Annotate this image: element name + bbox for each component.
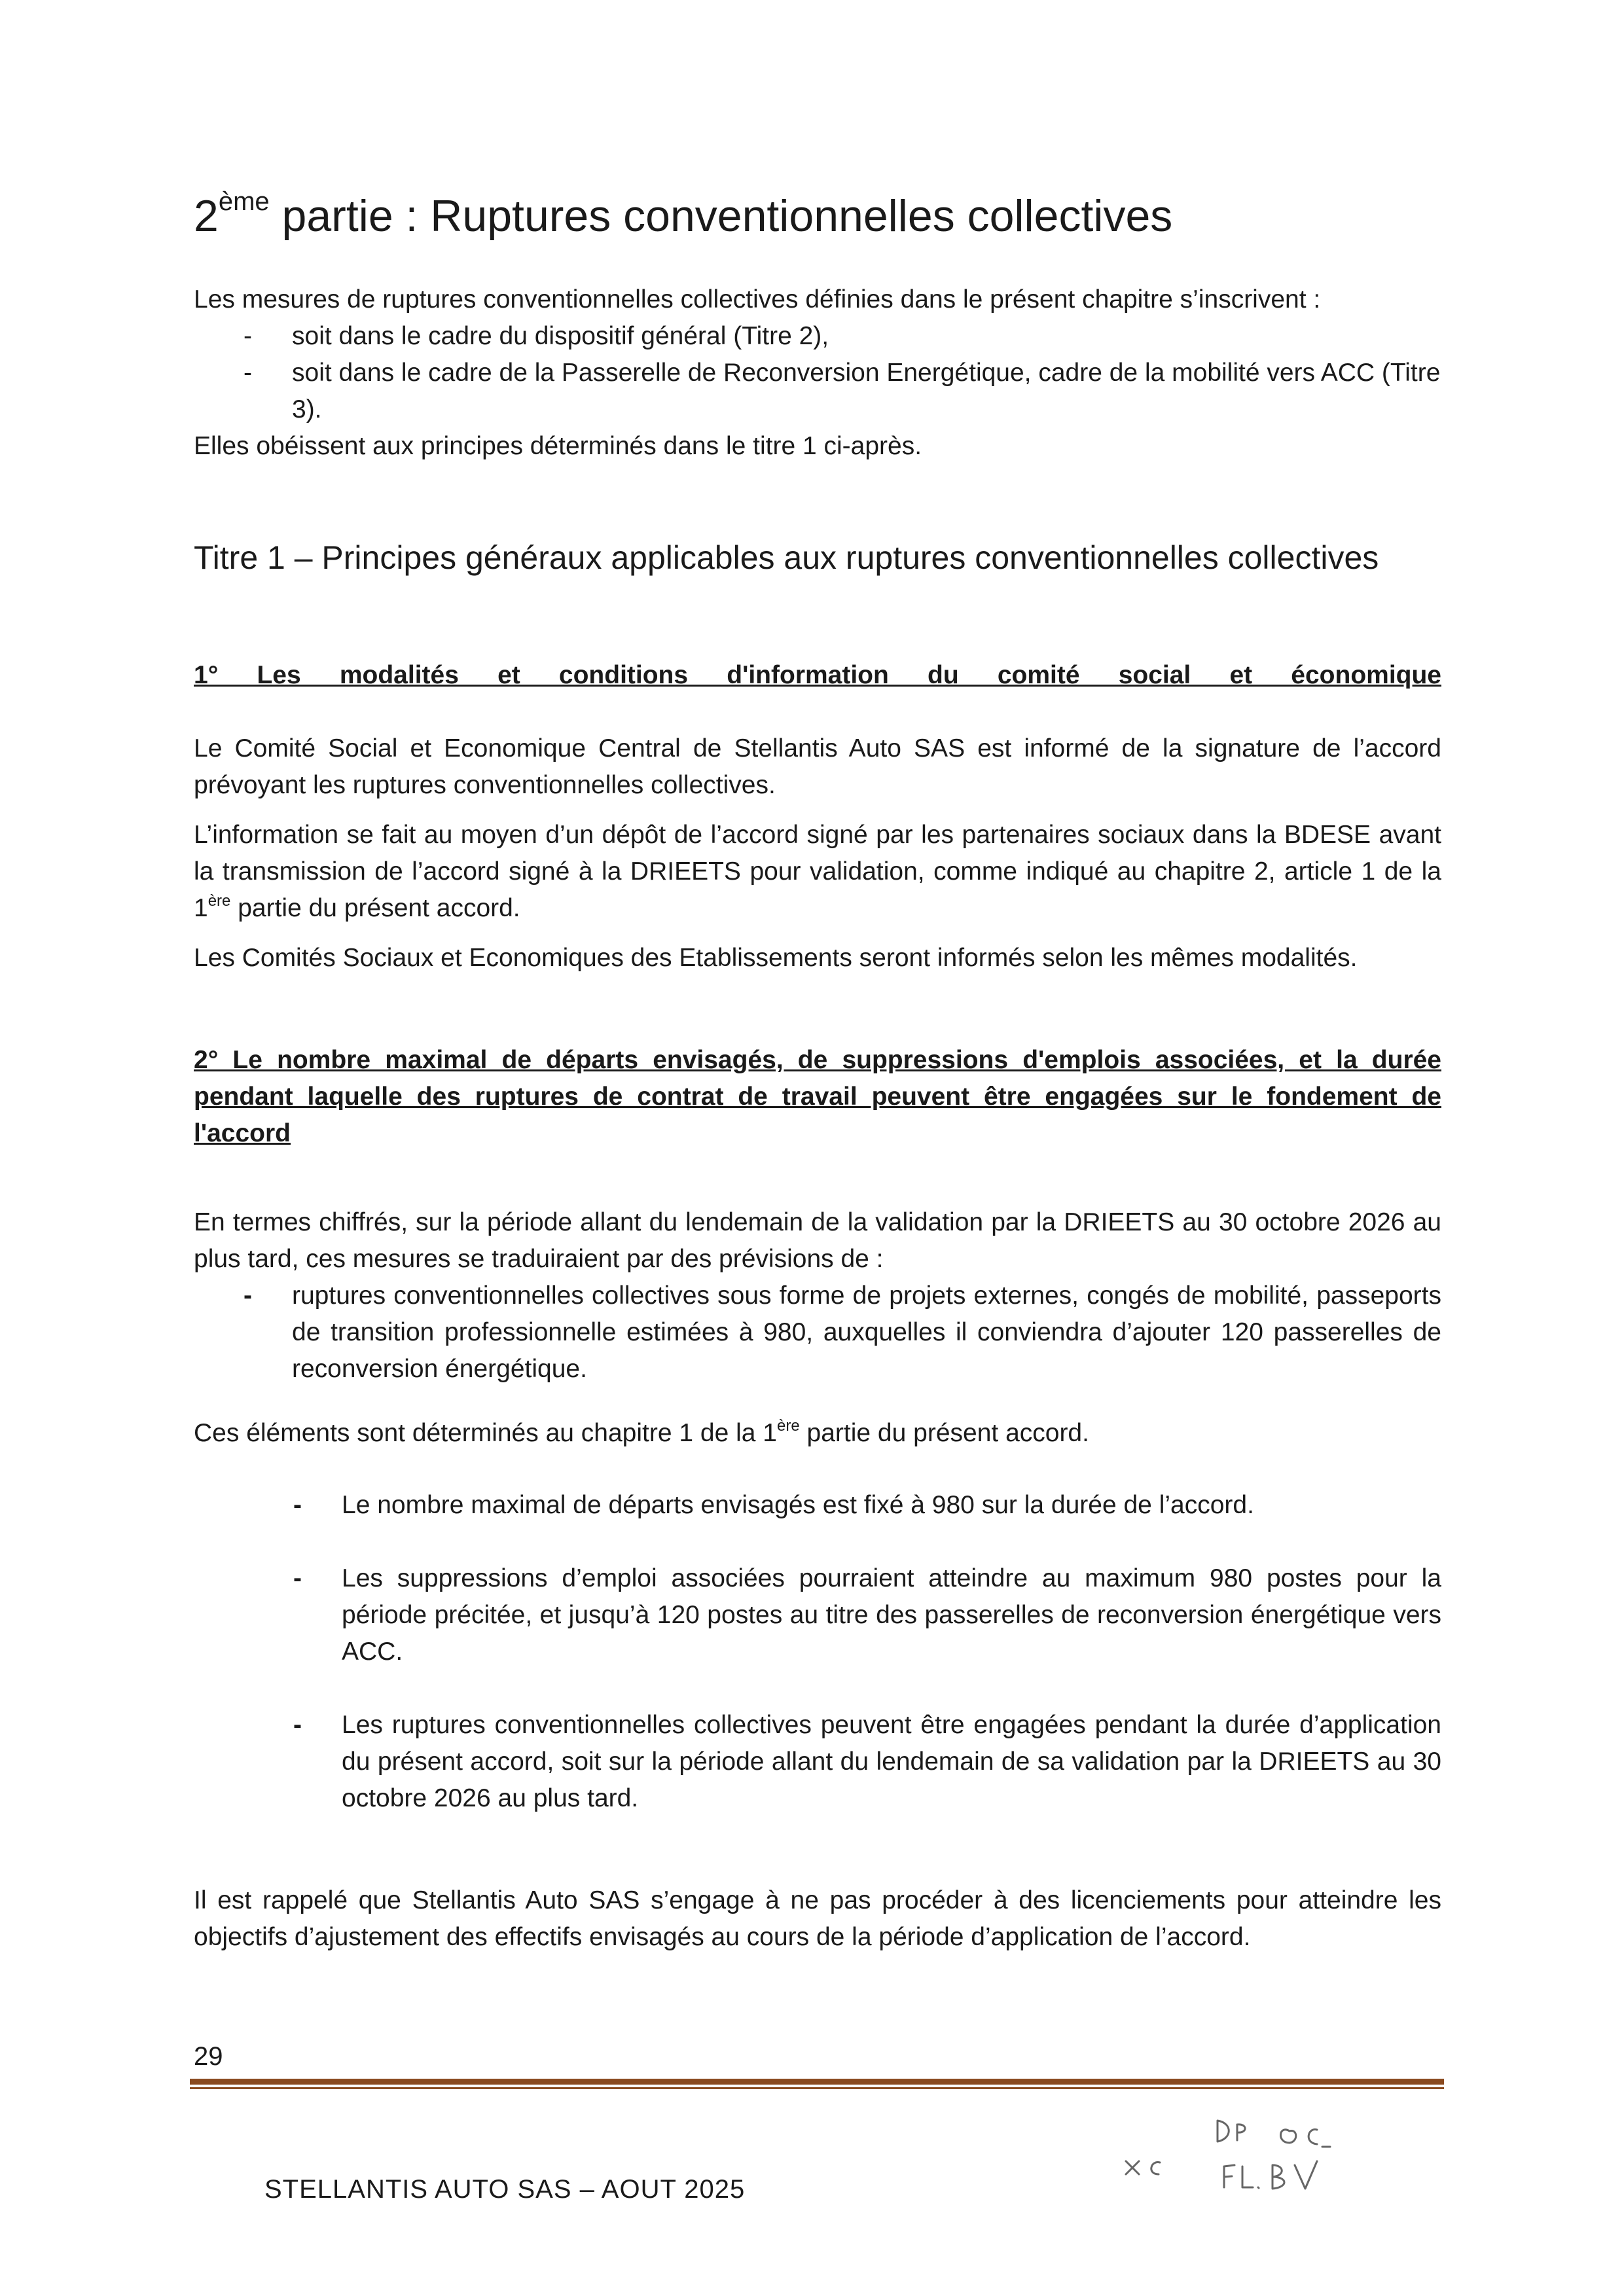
intro-list: [194, 318, 1441, 428]
section-1-heading: 1° Les modalités et conditions d'information du comité social et économique: [194, 661, 1441, 689]
part-title-number: 2: [194, 191, 219, 241]
part-title-superscript: ème: [218, 187, 270, 216]
paragraph-text: partie du présent accord.: [230, 894, 520, 922]
titre-1-heading: Titre 1 – Principes généraux applicables aux ruptures conventionnelles collectives: [194, 539, 1379, 576]
section-1-paragraph-1: Le Comité Social et Economique Central de Stellantis Auto SAS est informé de la signature de l’accord prévoyant les ruptures conventionnelles collectives.: [194, 734, 1441, 799]
section-1-paragraph-2: [194, 817, 1441, 927]
section-2-paragraph-1: En termes chiffrés, sur la période allant du lendemain de la validation par la DRIEETS au 30 octobre 2026 au plus tard, ces mesures se traduiraient par des prévisions de :: [194, 1208, 1441, 1273]
handwritten-initials: [1113, 2101, 1375, 2199]
section-2-closing: Il est rappelé que Stellantis Auto SAS s’engage à ne pas procéder à des licenciements pour atteindre les objectifs d’ajustement des effectifs envisagés au cours de la période d’application de l’accord.: [194, 1886, 1441, 1951]
paragraph-text: L’information se fait au moyen d’un dépôt de l’accord signé par les partenaires sociaux dans la BDESE avant la transmission de l’accord signé à la DRIEETS pour validation, comme indiqué au chapitre 2, article 1 de la 1: [194, 821, 1441, 922]
page-content: [194, 187, 1441, 1956]
footer-rule-thin: [190, 2087, 1444, 2089]
dash-bullet: -: [293, 1491, 302, 1519]
list-item-text: soit dans le cadre du dispositif général (Titre 2),: [292, 322, 829, 350]
list-item-text: Les ruptures conventionnelles collectives peuvent être engagées pendant la durée d’application du présent accord, soit sur la période allant du lendemain de sa validation par la DRIEETS au 30 octobre 2026 au plus tard.: [342, 1711, 1441, 1812]
section-1-paragraph-3: Les Comités Sociaux et Economiques des Etablissements seront informés selon les mêmes modalités.: [194, 944, 1358, 972]
intro-lead: Les mesures de ruptures conventionnelles collectives définies dans le présent chapitre s’inscrivent :: [194, 285, 1321, 314]
page-number: 29: [194, 2042, 223, 2071]
dash-bullet: -: [244, 322, 252, 350]
dash-bullet: -: [244, 359, 252, 387]
superscript: ère: [777, 1417, 800, 1435]
intro-tail: Elles obéissent aux principes déterminés dans le titre 1 ci-après.: [194, 432, 922, 460]
paragraph-text: partie du présent accord.: [799, 1419, 1089, 1447]
footer-text: STELLANTIS AUTO SAS – AOUT 2025: [264, 2175, 746, 2204]
superscript: ère: [208, 892, 231, 910]
list-item-text: Les suppressions d’emploi associées pourraient atteindre au maximum 980 postes pour la période précitée, et jusqu’à 120 postes au titre des passerelles de reconversion énergétique vers ACC.: [342, 1564, 1441, 1666]
list-item: [194, 355, 1441, 428]
list-item-text: ruptures conventionnelles collectives sous forme de projets externes, congés de mobilité, passeports de transition professionnelle estimées à 980, auxquelles il conviendra d’ajouter 120 passerelles de reconversion énergétique.: [292, 1282, 1441, 1383]
list-item-text: soit dans le cadre de la Passerelle de Reconversion Energétique, cadre de la mobilité vers ACC (Titre 3).: [292, 359, 1441, 423]
paragraph-text: Ces éléments sont déterminés au chapitre 1 de la 1: [194, 1419, 778, 1447]
list-item-text: Le nombre maximal de départs envisagés est fixé à 980 sur la durée de l’accord.: [342, 1491, 1254, 1519]
list-item: [194, 318, 1441, 355]
dash-bullet: -: [293, 1564, 302, 1592]
dash-bullet: -: [293, 1711, 302, 1739]
section-2-detail-list: [194, 1487, 1441, 1817]
list-item: [194, 1487, 1441, 1524]
footer-rule-thick: [190, 2079, 1444, 2085]
dash-bullet: -: [244, 1282, 252, 1310]
part-title-text: partie : Ruptures conventionnelles collectives: [269, 191, 1173, 241]
part-title: [194, 187, 1441, 242]
list-item: [194, 1278, 1441, 1388]
section-2-paragraph-2: [194, 1415, 1441, 1452]
section-2-heading: 2° Le nombre maximal de départs envisagés, de suppressions d'emplois associées, et la durée pendant laquelle des ruptures de contrat de travail peuvent être engagées sur le fondement de l'accord: [194, 1046, 1441, 1147]
section-2-list: [194, 1278, 1441, 1388]
list-item: [194, 1707, 1441, 1817]
list-item: [194, 1560, 1441, 1670]
